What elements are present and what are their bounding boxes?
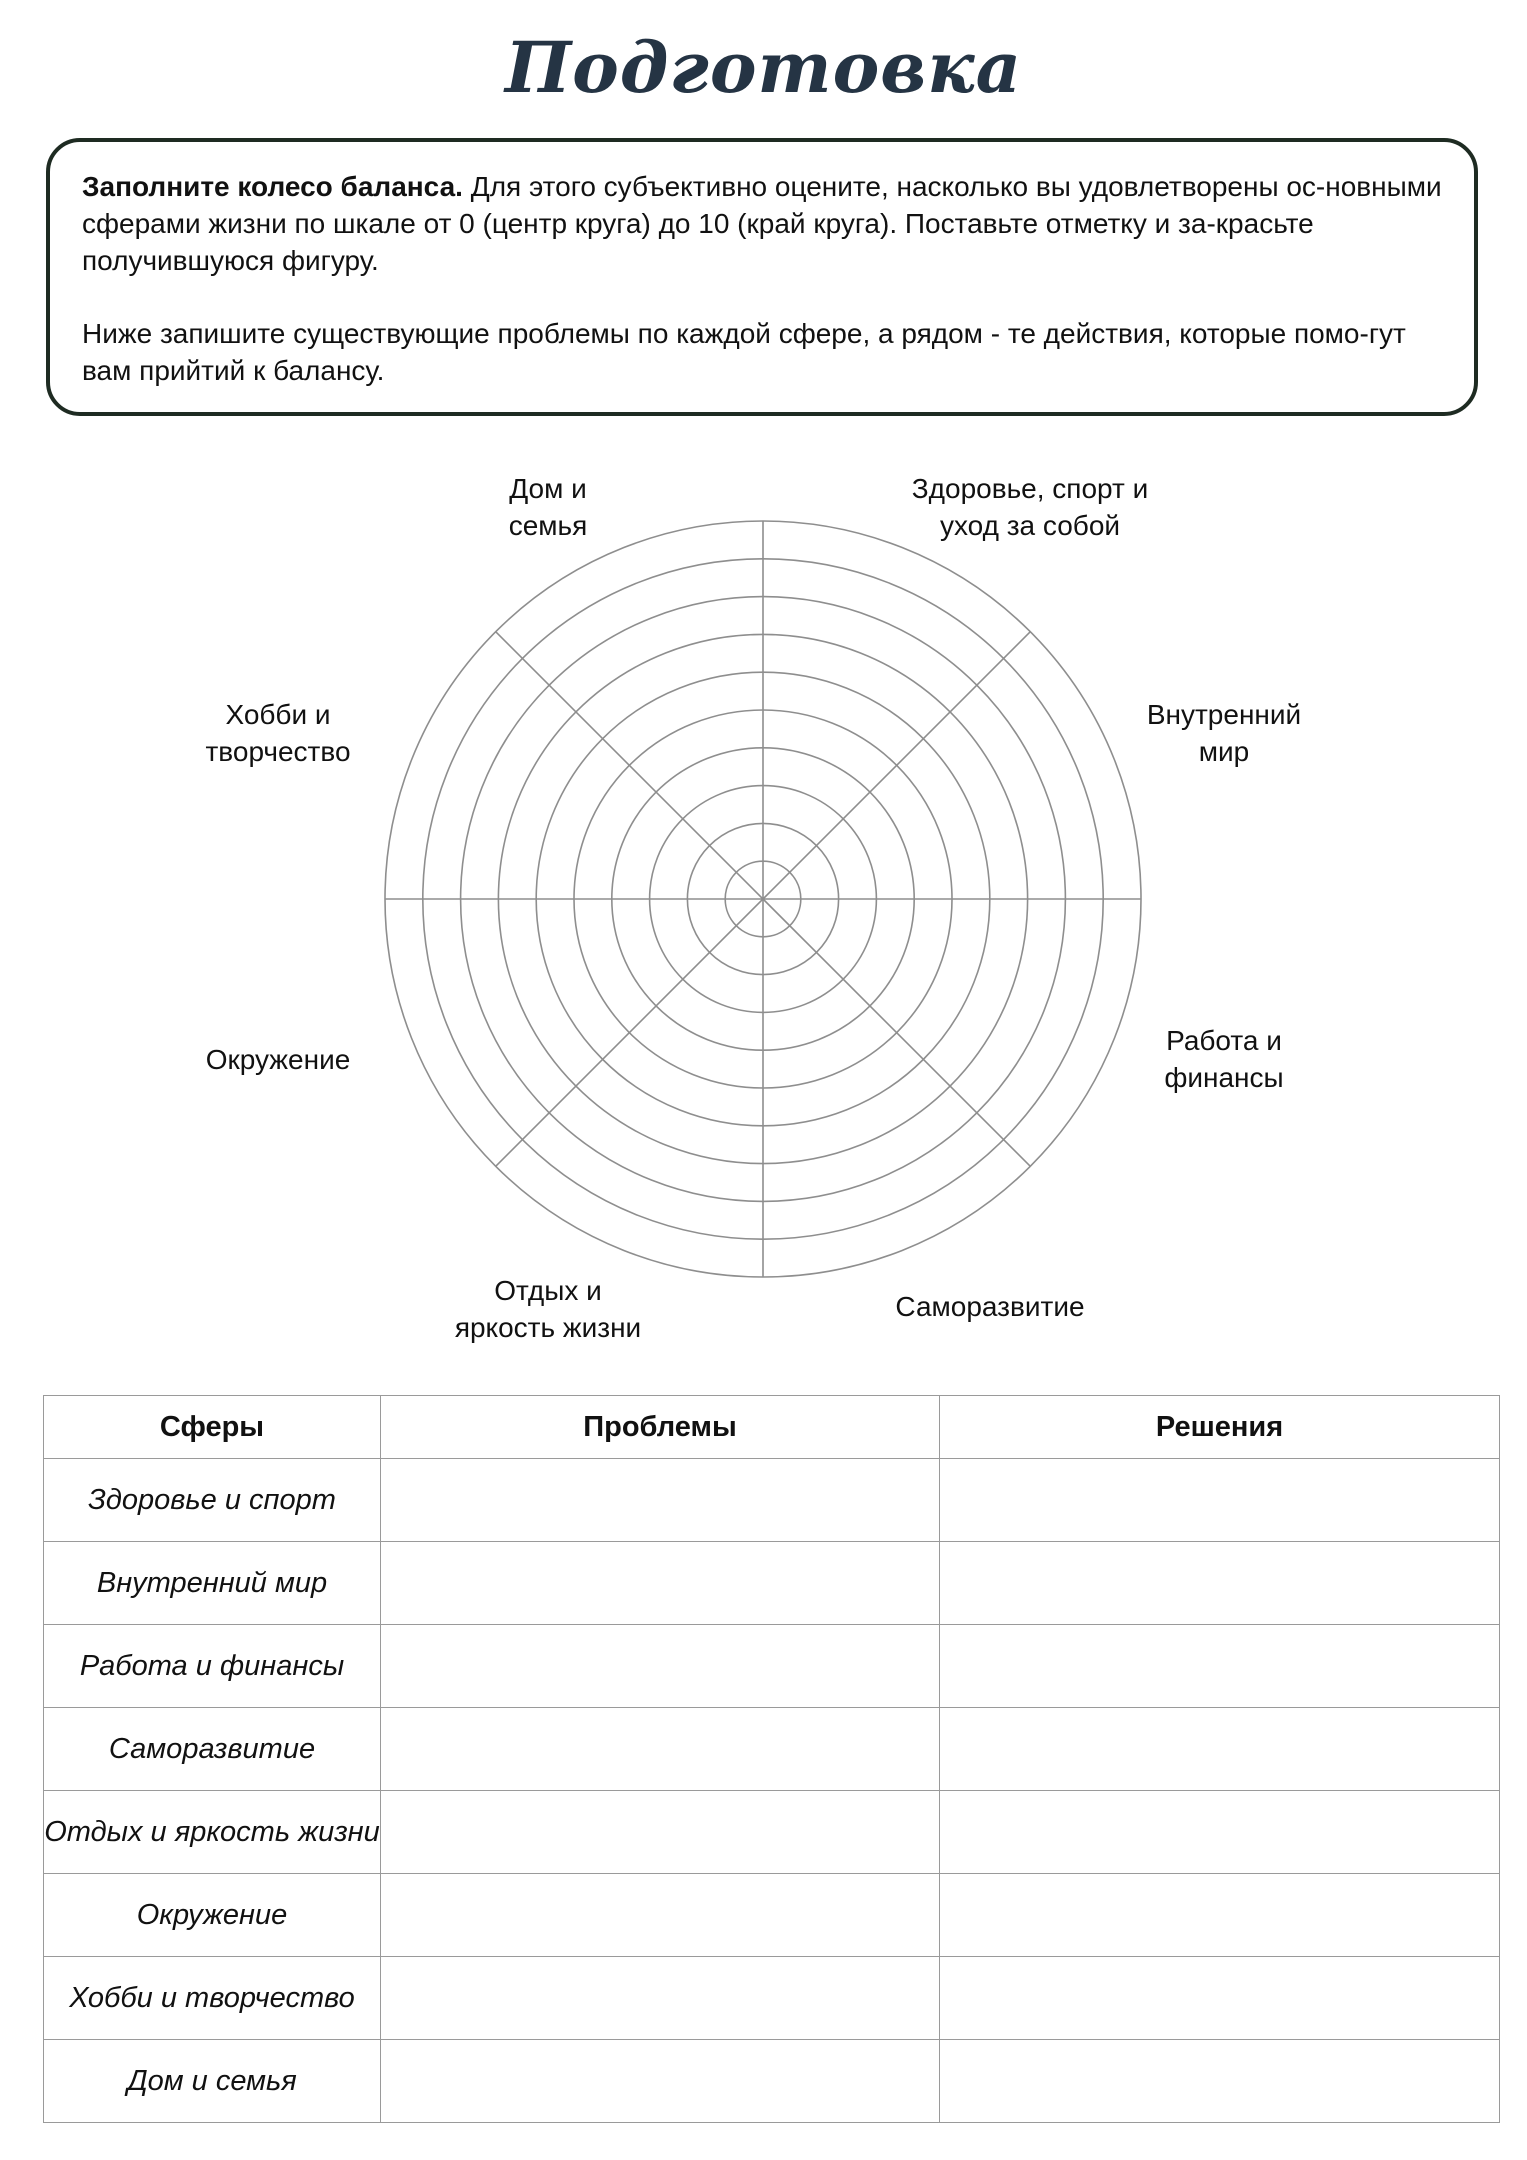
- sphere-cell: Хобби и творчество: [44, 1957, 381, 2040]
- problems-cell[interactable]: [381, 1625, 940, 1708]
- instructions-bold-lead: Заполните колесо баланса.: [82, 171, 463, 202]
- table-row: [44, 1625, 1500, 1708]
- sphere-cell: Внутренний мир: [44, 1542, 381, 1625]
- solutions-cell[interactable]: [940, 1708, 1500, 1791]
- problems-cell[interactable]: [381, 1459, 940, 1542]
- instructions-text-1: Для этого субъективно оцените, насколько вы удовлетворены ос-новными сферами жизни по шкале от 0 (центр круга) до 10 (край круга). Поставьте отметку и за-красьте получившуюся фигуру.: [82, 171, 1442, 276]
- table-row: [44, 1708, 1500, 1791]
- wheel-spoke: [763, 632, 1030, 899]
- table-row: [44, 1957, 1500, 2040]
- wheel-label-work: Работа и финансы: [1164, 1025, 1284, 1093]
- wheel-label-health: Здоровье, спорт и уход за собой: [911, 473, 1149, 541]
- problems-cell[interactable]: [381, 1542, 940, 1625]
- sphere-cell: Здоровье и спорт: [44, 1459, 381, 1542]
- instructions-text-2: Ниже запишите существующие проблемы по каждой сфере, а рядом - те действия, которые помо-гут вам прийтий к балансу.: [82, 318, 1406, 386]
- solutions-cell[interactable]: [940, 1874, 1500, 1957]
- wheel-spoke: [496, 899, 763, 1166]
- wheel-label-rest: Отдых и яркость жизни: [454, 1275, 642, 1343]
- problems-cell[interactable]: [381, 1791, 940, 1874]
- solutions-cell[interactable]: [940, 1542, 1500, 1625]
- table-row: [44, 1459, 1500, 1542]
- wheel-label-home: Дом и семья: [508, 473, 588, 541]
- sphere-cell: Саморазвитие: [44, 1708, 381, 1791]
- table-row: [44, 1542, 1500, 1625]
- wheel-label-inner-world: Внутренний мир: [1146, 699, 1302, 767]
- spheres-table: [43, 1395, 1500, 2123]
- problems-cell[interactable]: [381, 1708, 940, 1791]
- wheel-label-self-development: Саморазвитие: [895, 1291, 1085, 1322]
- solutions-cell[interactable]: [940, 2040, 1500, 2123]
- table-row: [44, 1791, 1500, 1874]
- header-spheres: Сферы: [44, 1396, 381, 1459]
- header-solutions: Решения: [940, 1396, 1500, 1459]
- solutions-cell[interactable]: [940, 1459, 1500, 1542]
- solutions-cell[interactable]: [940, 1957, 1500, 2040]
- sphere-cell: Работа и финансы: [44, 1625, 381, 1708]
- wheel-spoke: [763, 899, 1030, 1166]
- page-title: Подготовка: [504, 26, 1023, 109]
- table-header-row: [44, 1396, 1500, 1459]
- wheel-spoke: [496, 632, 763, 899]
- table-row: [44, 2040, 1500, 2123]
- solutions-cell[interactable]: [940, 1791, 1500, 1874]
- problems-cell[interactable]: [381, 1957, 940, 2040]
- header-problems: Проблемы: [381, 1396, 940, 1459]
- solutions-cell[interactable]: [940, 1625, 1500, 1708]
- sphere-cell: Отдых и яркость жизни: [44, 1791, 381, 1874]
- wheel-label-environment: Окружение: [205, 1044, 351, 1075]
- problems-cell[interactable]: [381, 2040, 940, 2123]
- problems-cell[interactable]: [381, 1874, 940, 1957]
- wheel-label-hobby: Хобби и творчество: [205, 699, 351, 767]
- sphere-cell: Дом и семья: [44, 2040, 381, 2123]
- table-row: [44, 1874, 1500, 1957]
- sphere-cell: Окружение: [44, 1874, 381, 1957]
